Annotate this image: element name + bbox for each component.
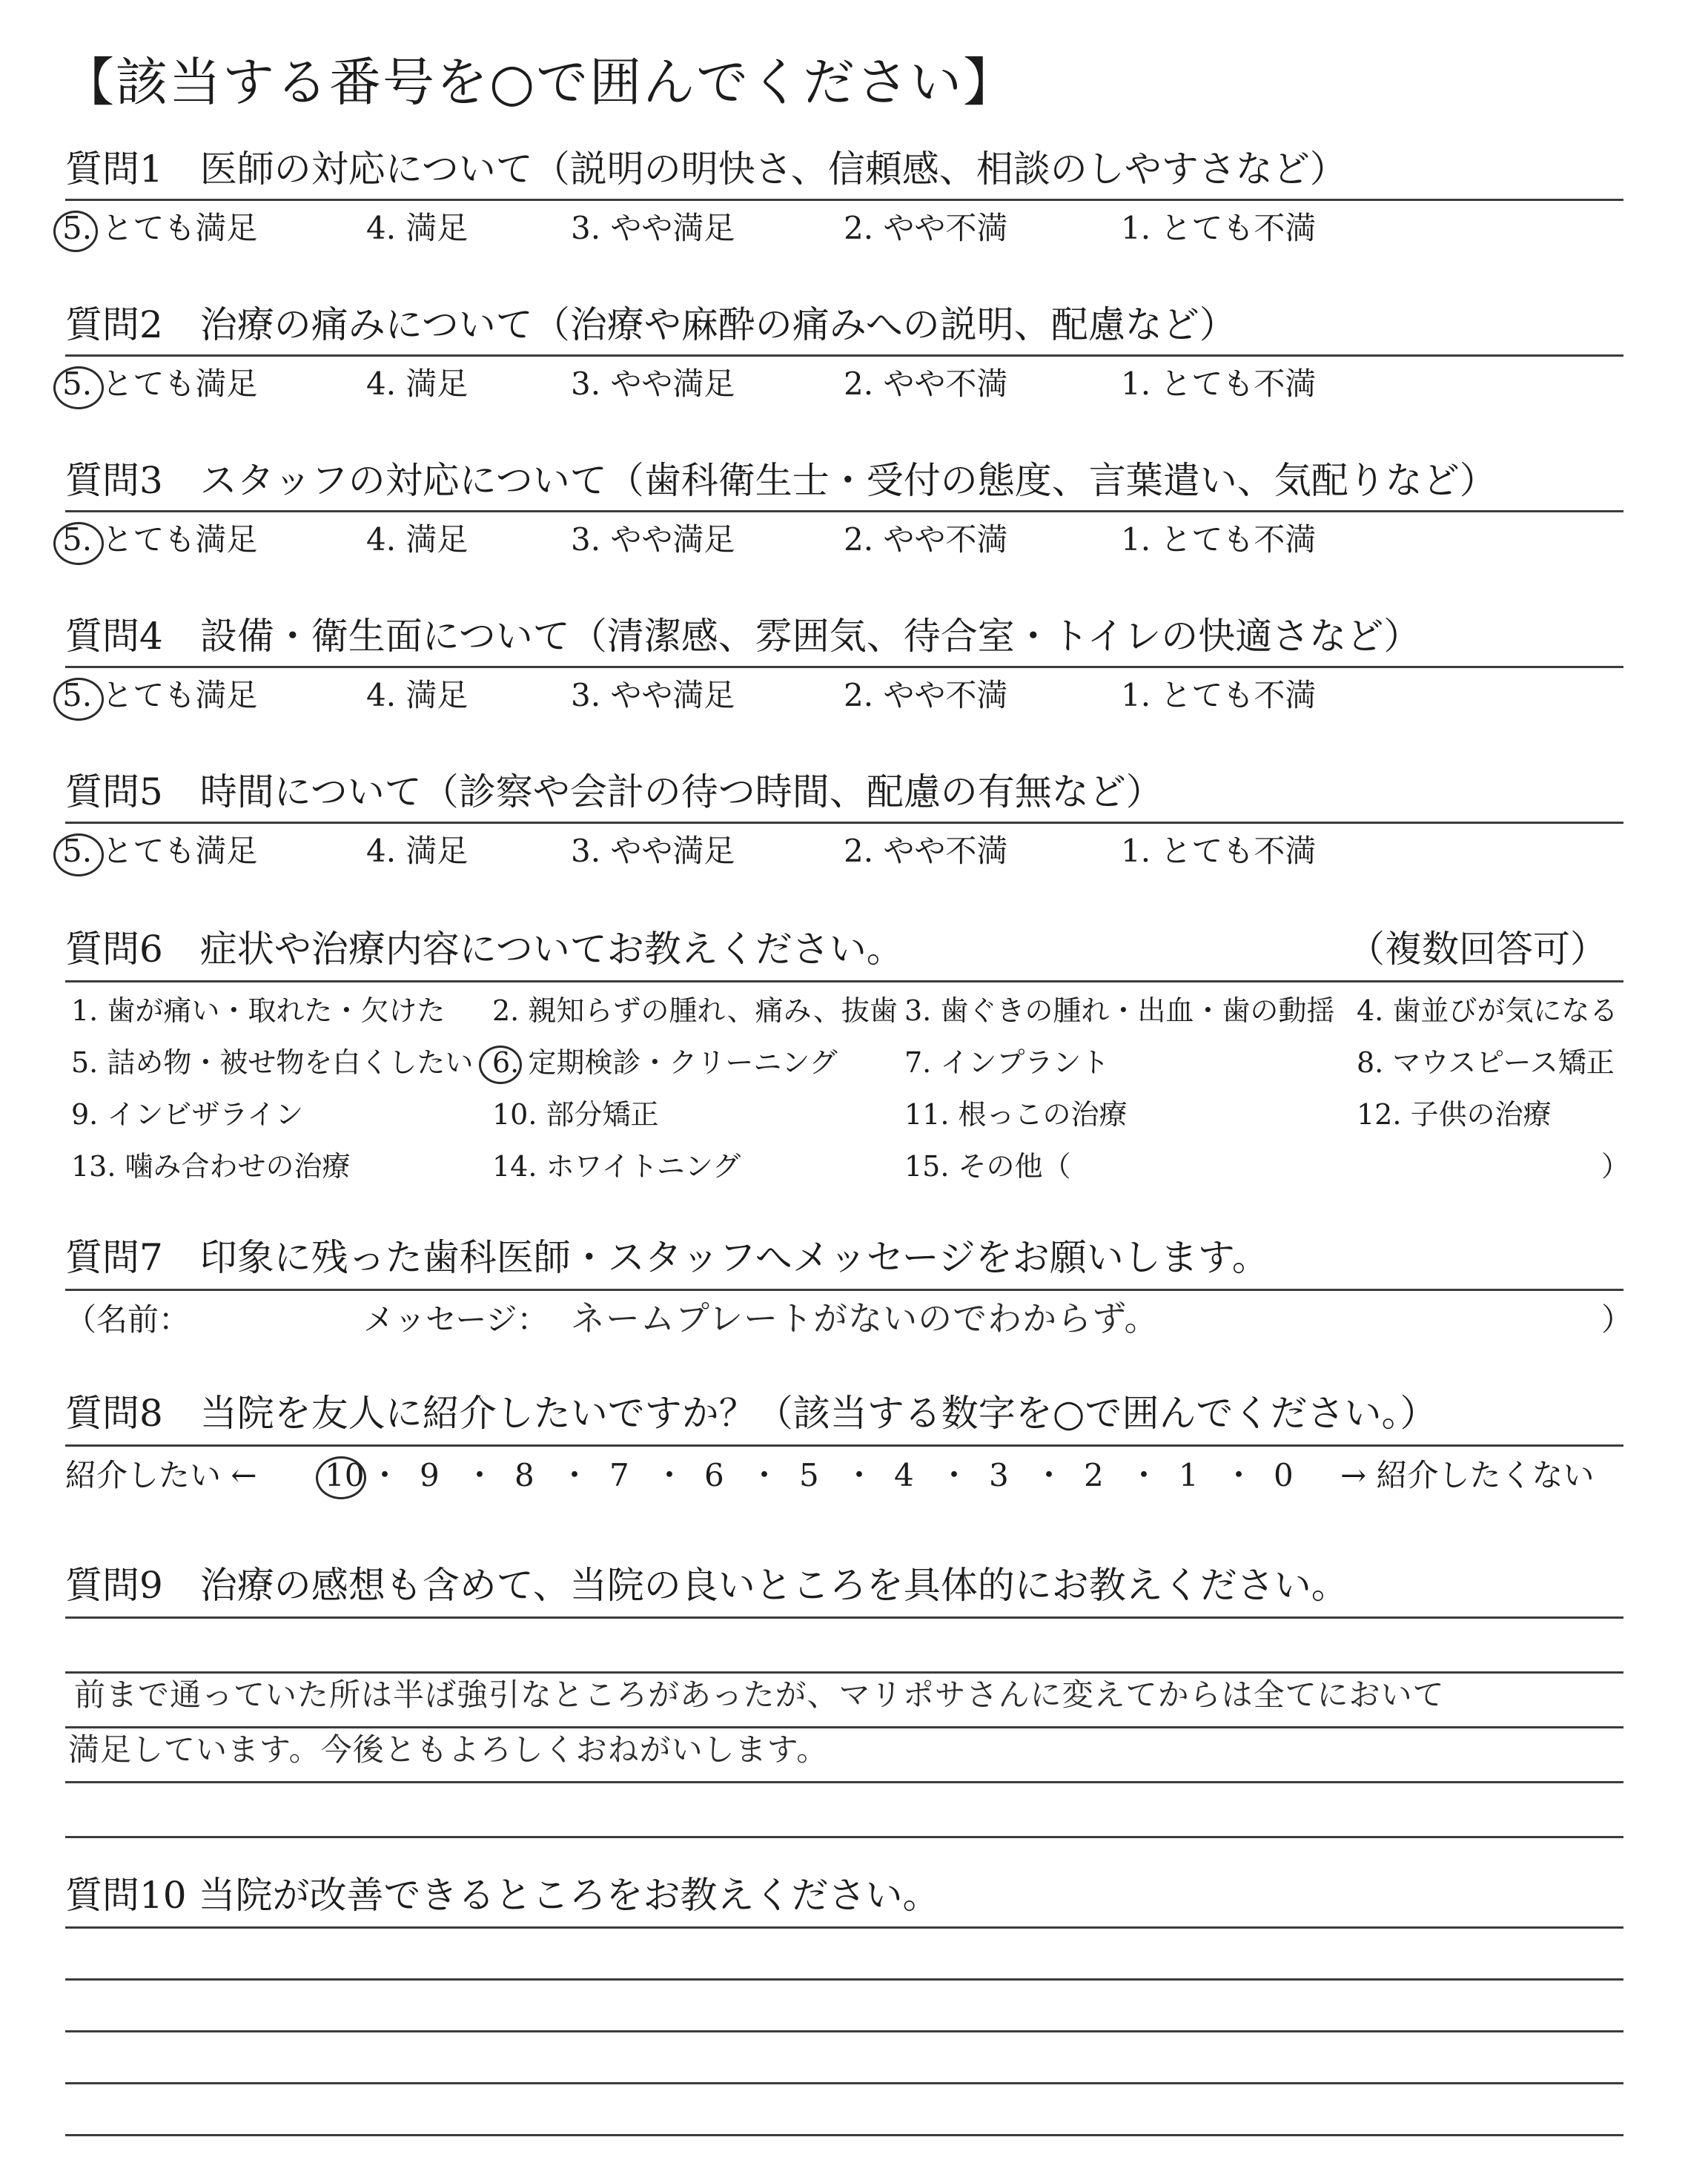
selected-circle <box>479 1046 522 1084</box>
option-3[interactable]: 3. やや満足 <box>571 521 735 558</box>
symptom-option-10[interactable]: 10. 部分矯正 <box>492 1098 659 1131</box>
handwritten-answer-line-1: 前まで通っていた所は半ば強引なところがあったが、マリポサさんに変えてからは全てにおいて <box>74 1677 1445 1713</box>
answer-line <box>65 1978 1623 1981</box>
option-3[interactable]: 3. やや満足 <box>571 366 735 402</box>
symptom-option-3[interactable]: 3. 歯ぐきの腫れ・出血・歯の動揺 <box>904 994 1335 1027</box>
selected-circle <box>53 678 104 721</box>
selected-circle <box>53 522 104 565</box>
option-1[interactable]: 1. とても不満 <box>1121 833 1317 869</box>
divider <box>65 980 1623 982</box>
question-title: 質問1 医師の対応について（説明の明快さ、信頼感、相談のしやすさなど） <box>65 148 1347 191</box>
scale-number-6[interactable]: 6 <box>704 1457 724 1493</box>
scale-separator: ・ <box>369 1457 401 1493</box>
option-5[interactable]: 5. とても満足 <box>62 833 258 869</box>
option-2[interactable]: 2. やや不満 <box>844 366 1008 402</box>
divider <box>65 666 1623 668</box>
divider <box>65 1926 1623 1929</box>
scale-number-7[interactable]: 7 <box>609 1457 629 1493</box>
scale-number-4[interactable]: 4 <box>894 1457 914 1493</box>
scale-separator: ・ <box>1223 1457 1255 1493</box>
message-close-paren: ） <box>1601 1301 1633 1338</box>
scale-number-8[interactable]: 8 <box>514 1457 534 1493</box>
option-2[interactable]: 2. やや不満 <box>844 521 1008 558</box>
option-5[interactable]: 5. とても満足 <box>62 521 258 558</box>
divider <box>65 1444 1623 1447</box>
scale-number-10[interactable]: 10 <box>325 1457 365 1493</box>
divider <box>65 199 1623 201</box>
symptom-option-4[interactable]: 4. 歯並びが気になる <box>1357 994 1618 1027</box>
option-4[interactable]: 4. 満足 <box>366 521 469 558</box>
scale-separator: ・ <box>844 1457 875 1493</box>
symptom-option-2[interactable]: 2. 親知らずの腫れ、痛み、抜歯 <box>492 994 898 1027</box>
answer-line <box>65 2030 1623 2032</box>
multiple-answer-note: （複数回答可） <box>1348 928 1607 971</box>
question-title: 質問5 時間について（診察や会計の待つ時間、配慮の有無など） <box>65 770 1163 813</box>
selected-circle <box>53 211 98 252</box>
scale-separator: ・ <box>1033 1457 1065 1493</box>
symptom-option-9[interactable]: 9. インビザライン <box>71 1098 304 1131</box>
answer-line <box>65 1726 1623 1728</box>
question-title: 質問8 当院を友人に紹介したいですか？（該当する数字を○で囲んでください。） <box>65 1392 1437 1435</box>
scale-separator: ・ <box>559 1457 591 1493</box>
page-title: 【該当する番号を○で囲んでください】 <box>62 52 1017 113</box>
handwritten-answer-line-2: 満足しています。今後ともよろしくおねがいします。 <box>68 1731 829 1768</box>
message-label: メッセージ： <box>363 1301 549 1338</box>
question-title: 質問4 設備・衛生面について（清潔感、雰囲気、待合室・トイレの快適さなど） <box>65 615 1421 658</box>
symptom-option-15[interactable]: 15. その他（ <box>904 1150 1071 1183</box>
symptom-option-5[interactable]: 5. 詰め物・被せ物を白くしたい <box>71 1046 474 1079</box>
selected-circle <box>53 366 104 409</box>
divider <box>65 1289 1623 1291</box>
option-2[interactable]: 2. やや不満 <box>844 210 1008 246</box>
symptom-option-13[interactable]: 13. 噛み合わせの治療 <box>71 1150 351 1183</box>
question-title: 質問9 治療の感想も含めて、当院の良いところを具体的にお教えください。 <box>65 1564 1348 1607</box>
scale-number-0[interactable]: 0 <box>1274 1457 1294 1493</box>
option-1[interactable]: 1. とても不満 <box>1121 366 1317 402</box>
symptom-option-6[interactable]: 6. 定期検診・クリーニング <box>492 1046 838 1079</box>
symptom-option-14[interactable]: 14. ホワイトニング <box>492 1150 741 1183</box>
option-4[interactable]: 4. 満足 <box>366 833 469 869</box>
question-title: 質問10 当院が改善できるところをお教えください。 <box>65 1874 940 1917</box>
scale-number-2[interactable]: 2 <box>1084 1457 1104 1493</box>
answer-line <box>65 1781 1623 1783</box>
option-1[interactable]: 1. とても不満 <box>1121 677 1317 713</box>
option-3[interactable]: 3. やや満足 <box>571 210 735 246</box>
recommend-right-label: → 紹介したくない <box>1340 1457 1595 1493</box>
selected-circle <box>53 833 104 876</box>
option-5[interactable]: 5. とても満足 <box>62 366 258 402</box>
symptom-option-1[interactable]: 1. 歯が痛い・取れた・欠けた <box>71 994 446 1027</box>
scale-number-3[interactable]: 3 <box>989 1457 1009 1493</box>
symptom-option-8[interactable]: 8. マウスピース矯正 <box>1357 1046 1615 1079</box>
scale-separator: ・ <box>749 1457 781 1493</box>
divider <box>65 510 1623 512</box>
answer-line <box>65 1836 1623 1838</box>
name-label: （名前： <box>65 1301 191 1338</box>
answer-line <box>65 2134 1623 2136</box>
divider <box>65 354 1623 357</box>
option-1[interactable]: 1. とても不満 <box>1121 210 1317 246</box>
recommend-left-label: 紹介したい ← <box>65 1457 257 1493</box>
option-5[interactable]: 5. とても満足 <box>62 210 258 246</box>
option-4[interactable]: 4. 満足 <box>366 366 469 402</box>
question-title: 質問6 症状や治療内容についてお教えください。 <box>65 928 904 971</box>
other-close-paren: ） <box>1601 1150 1630 1183</box>
scale-separator: ・ <box>464 1457 496 1493</box>
option-3[interactable]: 3. やや満足 <box>571 833 735 869</box>
option-1[interactable]: 1. とても不満 <box>1121 521 1317 558</box>
symptom-option-7[interactable]: 7. インプラント <box>904 1046 1110 1079</box>
scale-number-1[interactable]: 1 <box>1179 1457 1199 1493</box>
question-title: 質問2 治療の痛みについて（治療や麻酔の痛みへの説明、配慮など） <box>65 303 1237 346</box>
option-4[interactable]: 4. 満足 <box>366 677 469 713</box>
scale-separator: ・ <box>654 1457 686 1493</box>
symptom-option-12[interactable]: 12. 子供の治療 <box>1357 1098 1552 1131</box>
question-title: 質問3 スタッフの対応について（歯科衛生士・受付の態度、言葉遣い、気配りなど） <box>65 459 1497 502</box>
option-2[interactable]: 2. やや不満 <box>844 677 1008 713</box>
option-2[interactable]: 2. やや不満 <box>844 833 1008 869</box>
handwritten-message: ネームプレートがないのでわからず。 <box>571 1298 1159 1338</box>
option-3[interactable]: 3. やや満足 <box>571 677 735 713</box>
answer-line <box>65 1671 1623 1674</box>
option-4[interactable]: 4. 満足 <box>366 210 469 246</box>
answer-line <box>65 2082 1623 2084</box>
scale-separator: ・ <box>1128 1457 1160 1493</box>
scale-separator: ・ <box>939 1457 970 1493</box>
scale-number-5[interactable]: 5 <box>799 1457 819 1493</box>
symptom-option-11[interactable]: 11. 根っこの治療 <box>904 1098 1128 1131</box>
scale-number-9[interactable]: 9 <box>420 1457 440 1493</box>
option-5[interactable]: 5. とても満足 <box>62 677 258 713</box>
divider <box>65 822 1623 824</box>
divider <box>65 1616 1623 1619</box>
selected-circle <box>316 1456 366 1499</box>
question-title: 質問7 印象に残った歯科医師・スタッフへメッセージをお願いします。 <box>65 1236 1269 1279</box>
